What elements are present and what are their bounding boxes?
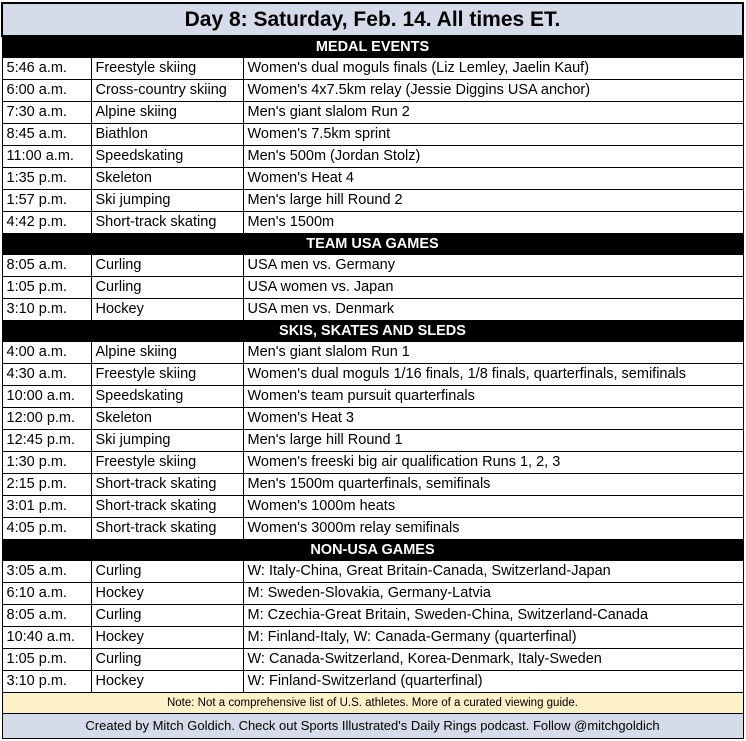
sport-cell: Short-track skating bbox=[91, 496, 243, 518]
time-cell: 5:46 a.m. bbox=[2, 58, 91, 80]
sport-cell: Curling bbox=[91, 605, 243, 627]
event-cell: Women's Heat 3 bbox=[243, 408, 743, 430]
table-row bbox=[2, 190, 743, 212]
table-row bbox=[2, 627, 743, 649]
event-cell: Women's freeski big air qualification Runs 1, 2, 3 bbox=[243, 452, 743, 474]
time-cell: 4:42 p.m. bbox=[2, 212, 91, 234]
sport-cell: Curling bbox=[91, 561, 243, 583]
sport-cell: Hockey bbox=[91, 299, 243, 321]
section-header-row bbox=[2, 234, 743, 255]
section-header-row bbox=[2, 540, 743, 561]
event-cell: Men's giant slalom Run 1 bbox=[243, 342, 743, 364]
time-cell: 4:05 p.m. bbox=[2, 518, 91, 540]
event-cell: Men's giant slalom Run 2 bbox=[243, 102, 743, 124]
section-header-row bbox=[2, 321, 743, 342]
time-cell: 3:10 p.m. bbox=[2, 671, 91, 693]
time-cell: 10:40 a.m. bbox=[2, 627, 91, 649]
time-cell: 3:05 a.m. bbox=[2, 561, 91, 583]
time-cell: 1:05 p.m. bbox=[2, 277, 91, 299]
note-text: Note: Not a comprehensive list of U.S. athletes. More of a curated viewing guide. bbox=[2, 693, 743, 714]
table-row bbox=[2, 58, 743, 80]
sport-cell: Freestyle skiing bbox=[91, 452, 243, 474]
table-row bbox=[2, 496, 743, 518]
event-cell: Men's 1500m bbox=[243, 212, 743, 234]
schedule-body bbox=[2, 3, 743, 739]
event-cell: M: Finland-Italy, W: Canada-Germany (quarterfinal) bbox=[243, 627, 743, 649]
time-cell: 6:00 a.m. bbox=[2, 80, 91, 102]
section-heading: TEAM USA GAMES bbox=[2, 234, 743, 255]
sport-cell: Curling bbox=[91, 649, 243, 671]
sport-cell: Curling bbox=[91, 255, 243, 277]
table-row bbox=[2, 364, 743, 386]
table-row bbox=[2, 146, 743, 168]
sport-cell: Hockey bbox=[91, 671, 243, 693]
event-cell: USA men vs. Germany bbox=[243, 255, 743, 277]
time-cell: 10:00 a.m. bbox=[2, 386, 91, 408]
event-cell: Women's 4x7.5km relay (Jessie Diggins USA anchor) bbox=[243, 80, 743, 102]
time-cell: 3:10 p.m. bbox=[2, 299, 91, 321]
event-cell: Men's large hill Round 1 bbox=[243, 430, 743, 452]
time-cell: 7:30 a.m. bbox=[2, 102, 91, 124]
section-header-row bbox=[2, 36, 743, 58]
time-cell: 3:01 p.m. bbox=[2, 496, 91, 518]
table-row bbox=[2, 342, 743, 364]
time-cell: 12:45 p.m. bbox=[2, 430, 91, 452]
time-cell: 8:45 a.m. bbox=[2, 124, 91, 146]
time-cell: 1:05 p.m. bbox=[2, 649, 91, 671]
event-cell: Women's dual moguls 1/16 finals, 1/8 finals, quarterfinals, semifinals bbox=[243, 364, 743, 386]
page-title: Day 8: Saturday, Feb. 14. All times ET. bbox=[2, 3, 743, 36]
credit-text: Created by Mitch Goldich. Check out Sports Illustrated's Daily Rings podcast. Follow @mitchgoldich bbox=[2, 714, 743, 739]
section-heading: MEDAL EVENTS bbox=[2, 36, 743, 58]
sport-cell: Hockey bbox=[91, 627, 243, 649]
table-row bbox=[2, 671, 743, 693]
time-cell: 12:00 p.m. bbox=[2, 408, 91, 430]
table-row bbox=[2, 430, 743, 452]
sport-cell: Alpine skiing bbox=[91, 342, 243, 364]
event-cell: Men's 1500m quarterfinals, semifinals bbox=[243, 474, 743, 496]
event-cell: Women's 7.5km sprint bbox=[243, 124, 743, 146]
sport-cell: Ski jumping bbox=[91, 430, 243, 452]
sport-cell: Freestyle skiing bbox=[91, 364, 243, 386]
sport-cell: Ski jumping bbox=[91, 190, 243, 212]
time-cell: 6:10 a.m. bbox=[2, 583, 91, 605]
sport-cell: Hockey bbox=[91, 583, 243, 605]
sport-cell: Speedskating bbox=[91, 146, 243, 168]
section-heading: NON-USA GAMES bbox=[2, 540, 743, 561]
table-row bbox=[2, 299, 743, 321]
sport-cell: Cross-country skiing bbox=[91, 80, 243, 102]
sport-cell: Short-track skating bbox=[91, 518, 243, 540]
table-row bbox=[2, 561, 743, 583]
event-cell: USA women vs. Japan bbox=[243, 277, 743, 299]
event-cell: Women's 3000m relay semifinals bbox=[243, 518, 743, 540]
table-row bbox=[2, 583, 743, 605]
title-row bbox=[2, 3, 743, 36]
sport-cell: Curling bbox=[91, 277, 243, 299]
sport-cell: Freestyle skiing bbox=[91, 58, 243, 80]
table-row bbox=[2, 277, 743, 299]
event-cell: W: Finland-Switzerland (quarterfinal) bbox=[243, 671, 743, 693]
note-row bbox=[2, 693, 743, 714]
table-row bbox=[2, 102, 743, 124]
schedule-table bbox=[1, 2, 744, 739]
sport-cell: Speedskating bbox=[91, 386, 243, 408]
event-cell: M: Sweden-Slovakia, Germany-Latvia bbox=[243, 583, 743, 605]
table-row bbox=[2, 212, 743, 234]
event-cell: Men's large hill Round 2 bbox=[243, 190, 743, 212]
event-cell: M: Czechia-Great Britain, Sweden-China, Switzerland-Canada bbox=[243, 605, 743, 627]
event-cell: Women's 1000m heats bbox=[243, 496, 743, 518]
sport-cell: Short-track skating bbox=[91, 474, 243, 496]
time-cell: 4:30 a.m. bbox=[2, 364, 91, 386]
sport-cell: Biathlon bbox=[91, 124, 243, 146]
event-cell: Women's dual moguls finals (Liz Lemley, Jaelin Kauf) bbox=[243, 58, 743, 80]
sport-cell: Skeleton bbox=[91, 168, 243, 190]
event-cell: Women's team pursuit quarterfinals bbox=[243, 386, 743, 408]
time-cell: 1:35 p.m. bbox=[2, 168, 91, 190]
event-cell: W: Canada-Switzerland, Korea-Denmark, Italy-Sweden bbox=[243, 649, 743, 671]
credit-row bbox=[2, 714, 743, 739]
time-cell: 4:00 a.m. bbox=[2, 342, 91, 364]
table-row bbox=[2, 452, 743, 474]
table-row bbox=[2, 168, 743, 190]
event-cell: W: Italy-China, Great Britain-Canada, Switzerland-Japan bbox=[243, 561, 743, 583]
time-cell: 2:15 p.m. bbox=[2, 474, 91, 496]
table-row bbox=[2, 605, 743, 627]
table-row bbox=[2, 386, 743, 408]
table-row bbox=[2, 408, 743, 430]
event-cell: Men's 500m (Jordan Stolz) bbox=[243, 146, 743, 168]
table-row bbox=[2, 255, 743, 277]
section-heading: SKIS, SKATES AND SLEDS bbox=[2, 321, 743, 342]
sport-cell: Short-track skating bbox=[91, 212, 243, 234]
time-cell: 1:30 p.m. bbox=[2, 452, 91, 474]
event-cell: Women's Heat 4 bbox=[243, 168, 743, 190]
time-cell: 8:05 a.m. bbox=[2, 605, 91, 627]
sport-cell: Skeleton bbox=[91, 408, 243, 430]
event-cell: USA men vs. Denmark bbox=[243, 299, 743, 321]
time-cell: 1:57 p.m. bbox=[2, 190, 91, 212]
time-cell: 11:00 a.m. bbox=[2, 146, 91, 168]
sport-cell: Alpine skiing bbox=[91, 102, 243, 124]
table-row bbox=[2, 649, 743, 671]
time-cell: 8:05 a.m. bbox=[2, 255, 91, 277]
table-row bbox=[2, 80, 743, 102]
table-row bbox=[2, 474, 743, 496]
table-row bbox=[2, 124, 743, 146]
table-row bbox=[2, 518, 743, 540]
